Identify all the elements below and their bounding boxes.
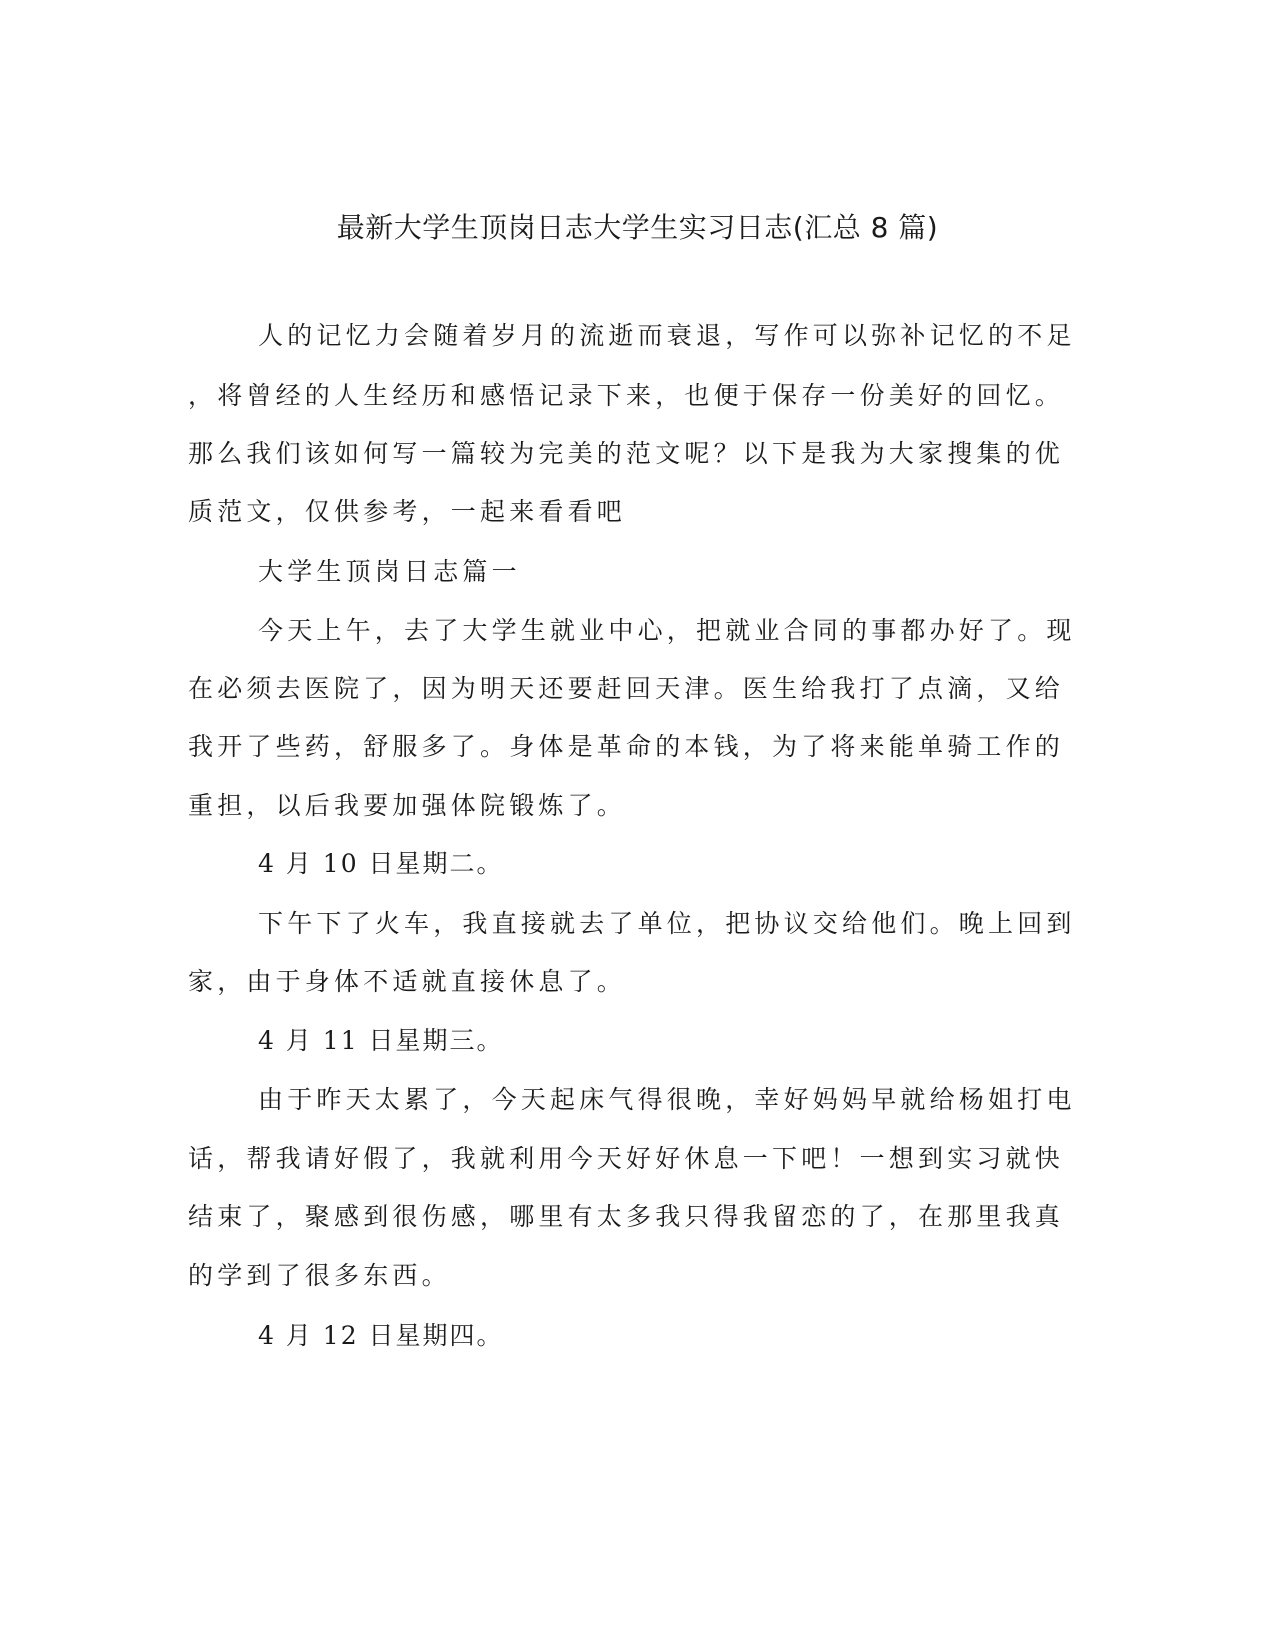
date-line: 4 月 12 日星期四。: [258, 1321, 504, 1350]
paragraph-line: 话，帮我请好假了，我就利用今天好好休息一下吧！一想到实习就快: [188, 1144, 1065, 1173]
date-line: 4 月 11 日星期三。: [258, 1026, 504, 1055]
paragraph-line: 那么我们该如何写一篇较为完美的范文呢？以下是我为大家搜集的优: [188, 439, 1065, 468]
paragraph-line: 重担，以后我要加强体院锻炼了。: [188, 791, 627, 820]
paragraph-line: ，将曾经的人生经历和感悟记录下来，也便于保存一份美好的回忆。: [188, 381, 1065, 410]
paragraph-line: 的学到了很多东西。: [188, 1261, 451, 1290]
paragraph-line: 在必须去医院了，因为明天还要赶回天津。医生给我打了点滴，又给: [188, 674, 1065, 703]
section-heading: 大学生顶岗日志篇一: [258, 557, 521, 586]
paragraph-line: 由于昨天太累了，今天起床气得很晚，幸好妈妈早就给杨姐打电: [258, 1085, 1076, 1114]
paragraph-line: 今天上午，去了大学生就业中心，把就业合同的事都办好了。现: [258, 616, 1076, 645]
document-title: 最新大学生顶岗日志大学生实习日志(汇总 8 篇): [336, 211, 939, 244]
paragraph-line: 质范文，仅供参考，一起来看看吧: [188, 497, 627, 526]
date-line: 4 月 10 日星期二。: [258, 849, 504, 878]
paragraph-line: 家，由于身体不适就直接休息了。: [188, 967, 627, 996]
paragraph-line: 我开了些药，舒服多了。身体是革命的本钱，为了将来能单骑工作的: [188, 732, 1065, 761]
paragraph-line: 下午下了火车，我直接就去了单位，把协议交给他们。晚上回到: [258, 909, 1076, 938]
paragraph-line: 结束了，聚感到很伤感，哪里有太多我只得我留恋的了，在那里我真: [188, 1202, 1065, 1231]
paragraph-line: 人的记忆力会随着岁月的流逝而衰退，写作可以弥补记忆的不足: [258, 321, 1076, 350]
